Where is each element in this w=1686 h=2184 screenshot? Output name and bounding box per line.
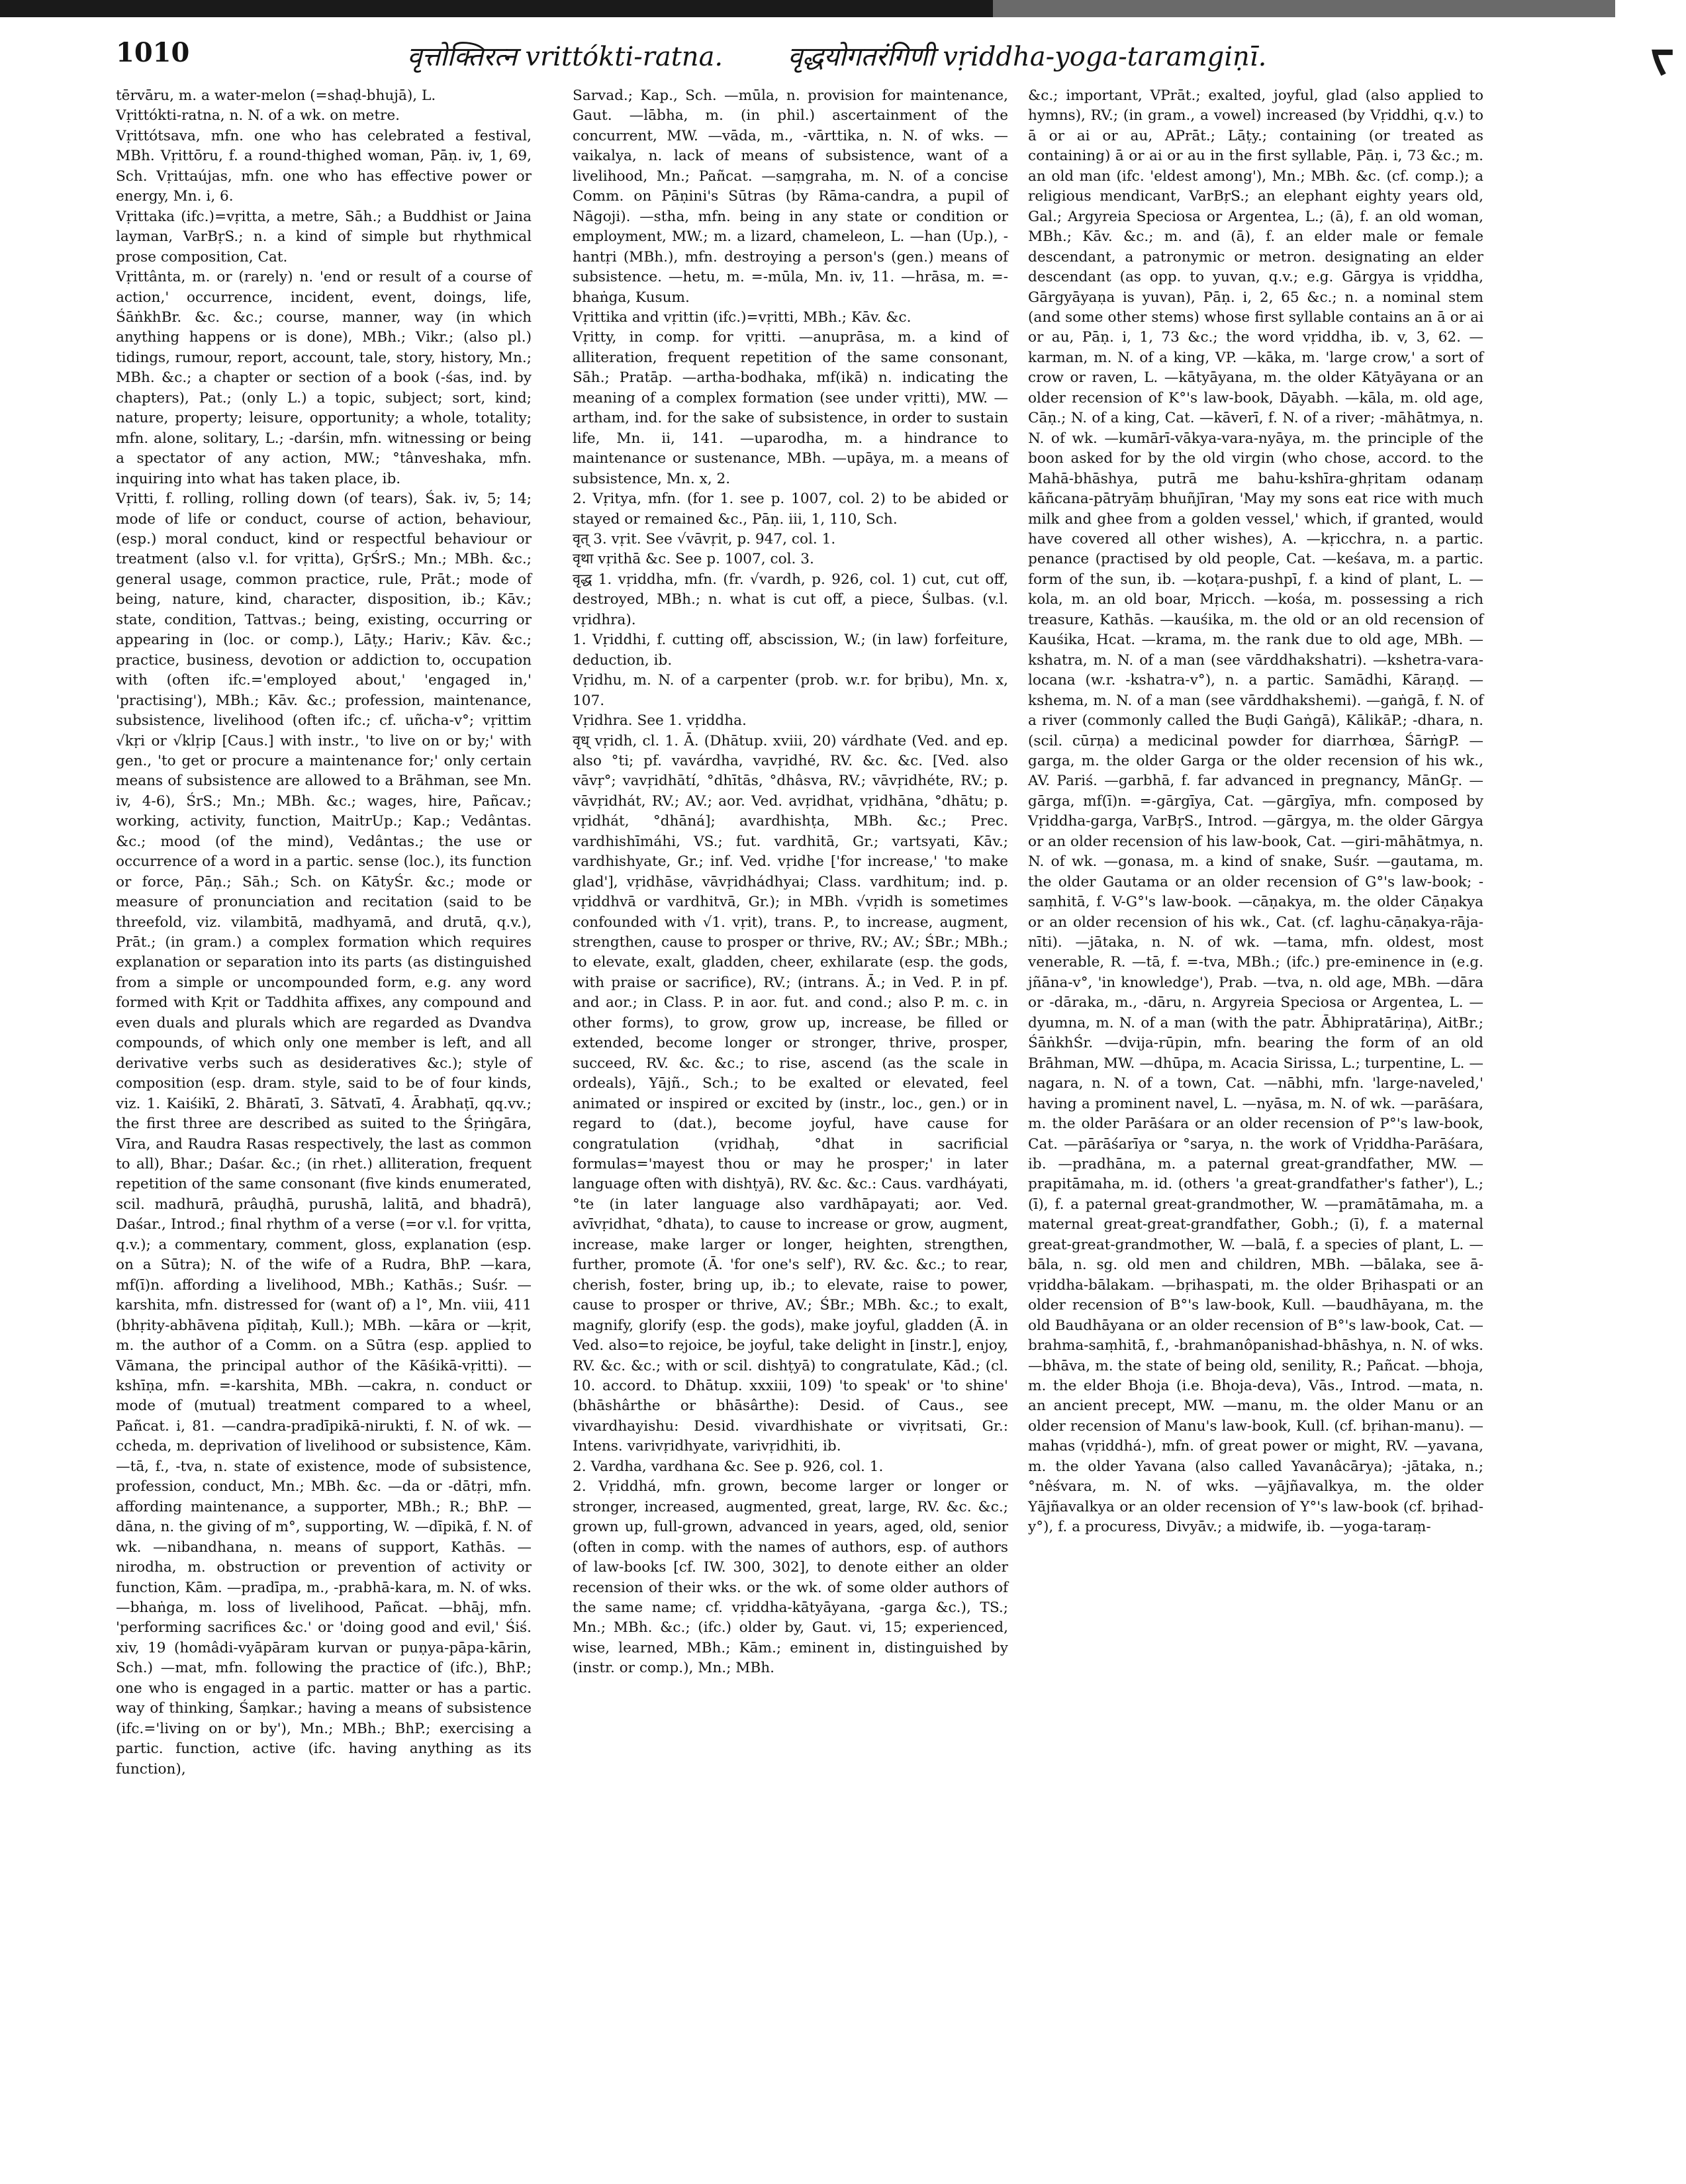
entry-paragraph: Vṛittika and vṛittin (ifc.)=vṛitti, MBh.; Kāv. &c. bbox=[573, 309, 912, 326]
entry-paragraph: Sarvad.; Kap., Sch. —mūla, n. provision for maintenance, Gaut. —lābha, m. (in phil.) ascertainment of the concurrent, MW. —vāda, m., -vārttika, n. N. of wks. —vaikalya, n. lack of means of subsistence, want of a livelihood, Mn.; Pañcat. —saṃgraha, m. N. of a concise Comm. on Pāṇini's Sūtras (by Rāma-candra, a pupil of Nāgoji). —stha, mfn. being in any state or condition or employment, MW.; m. a lizard, chameleon, L. —han (Up.), -hantṛi (MBh.), mfn. destroying a person's (gen.) means of subsistence. —hetu, m. =-mūla, Mn. iv, 11. —hrāsa, m. =-bhaṅga, Kusum. bbox=[573, 87, 1008, 306]
entry-paragraph: 1. Vṛiddhi, f. cutting off, abscission, W.; (in law) forfeiture, deduction, ib. bbox=[573, 632, 1008, 669]
entry-paragraph: Vṛittaka (ifc.)=vṛitta, a metre, Sāh.; a Buddhist or Jaina layman, VarBṛS.; n. a kind of simple but rhythmical prose composition, Cat. bbox=[116, 208, 532, 265]
headword-left: वृत्तोक्तिरत्न vrittókti-ratna. bbox=[407, 42, 724, 72]
entry-paragraph: Vṛitty, in comp. for vṛitti. —anuprāsa, m. a kind of alliteration, frequent repetition of the same consonant, Sāh.; Pratāp. —artha-bodhaka, mf(ikā) n. indicating the meaning of a complex formation (see under vṛitti), MW. —artham, ind. for the sake of subsistence, in order to sustain life, Mn. ii, 141. —uparodha, m. a hindrance to maintenance or sustenance, MBh. —upāya, m. a means of subsistence, Mn. x, 2. bbox=[573, 329, 1008, 487]
column-3 bbox=[1028, 86, 1483, 1538]
entry-paragraph: Vṛittânta, m. or (rarely) n. 'end or result of a course of action,' occurrence, incident, event, doings, life, ŚāṅkhBr. &c. &c.; course, manner, way (in which anything happens or is done), MBh.; Vikr.; (also pl.) tidings, rumour, report, account, tale, story, history, Mn.; MBh. &c.; a chapter or section of a book (-śas, ind. by chapters), Pat.; (only L.) a topic, subject; sort, kind; nature, property; leisure, opportunity; a whole, totality; mfn. alone, solitary, L.; -darśin, mfn. witnessing or being a spectator of any action, MW.; °tânveshaka, mfn. inquiring into what has taken place, ib. bbox=[116, 269, 532, 487]
entry-paragraph: Vṛidhu, m. N. of a carpenter (prob. w.r. for bṛibu), Mn. x, 107. bbox=[573, 672, 1008, 709]
entry-paragraph: वृध् vṛidh, cl. 1. Ā. (Dhātup. xviii, 20) várdhate (Ved. and ep. also °ti; pf. vavárdha, vavṛidhé, RV. &c. &c. [Ved. also vāvṛ°; vavṛidhātí, °dhītās, °dhâsva, RV.; vāvṛidhéte, RV.; p. vāvṛidhát, RV.; AV.; aor. Ved. avṛidhat, vṛidhāna, °dhātu; p. vṛidhát, °dhāná]; avardhishṭa, MBh. &c.; Prec. vardhishīmáhi, VS.; fut. vardhitā, Gr.; vartsyati, Kāv.; vardhishyate, Gr.; inf. Ved. vṛidhe ['for increase,' 'to make glad'], vṛidhāse, vāvṛidhádhyai; Class. vardhitum; ind. p. vṛiddhvā or vardhitvā, Gr.); in MBh. √vṛidh is sometimes confounded with √1. vṛit), trans. P., to increase, augment, strengthen, cause to prosper or thrive, RV.; AV.; ŚBr.; MBh.; to elevate, exalt, gladden, cheer, exhilarate (esp. the gods, with praise or sacrifice), RV.; (intrans. Ā.; in Ved. P. in pf. and aor.; in Class. P. in aor. fut. and cond.; also P. m. c. in other forms), to grow, grow up, increase, be filled or extended, become longer or stronger, thrive, prosper, succeed, RV. &c. &c.; to rise, ascend (as the scale in ordeals), Yājñ., Sch.; to be exalted or elevated, feel animated or inspired or excited by (instr., loc., gen.) or in regard to (dat.), become joyful, have cause for congratulation (vṛidhaḥ, °dhat in sacrificial formulas='mayest thou or may he prosper;' in later language often with dishṭyā), RV. &c. &c.: Caus. vardháyati, °te (in later language also vardhāpayati; aor. Ved. avīvṛidhat, °dhata), to cause to increase or grow, augment, increase, make larger or longer, heighten, strengthen, further, promote (Ā. 'for one's self'), RV. &c. &c.; to rear, cherish, foster, bring up, ib.; to elevate, raise to power, cause to prosper or thrive, AV.; ŚBr.; MBh. &c.; to exalt, magnify, glorify (esp. the gods), make joyful, gladden (Ā. in Ved. also=to rejoice, be joyful, take delight in [instr.], enjoy, RV. &c. &c.; with or scil. dishṭyā) to congratulate, Kād.; (cl. 10. accord. to Dhātup. xxxiii, 109) 'to speak' or 'to shine' (bhāshârthe or bhāsârthe): Desid. of Caus., see vivardhayishu: Desid. vivardhishate or vivṛitsati, Gr.: Intens. varivṛidhyate, varivṛidhiti, ib. bbox=[573, 732, 1008, 1455]
entry-paragraph: वृद्ध 1. vṛiddha, mfn. (fr. √vardh, p. 926, col. 1) cut, cut off, destroyed, MBh.; n. what is cut off, a piece, Śulbas. (v.l. vṛidhra). bbox=[573, 571, 1008, 628]
page-corner-mark-icon: ᡕ bbox=[1650, 27, 1674, 83]
entry-paragraph: Vṛidhra. See 1. vṛiddha. bbox=[573, 712, 747, 730]
entry-paragraph: &c.; important, VPrāt.; exalted, joyful, glad (also applied to hymns), RV.; (in gram., a vowel) increased (by Vṛiddhi, q.v.) to ā or ai or au, APrāt.; Lāṭy.; containing (or treated as containing) ā or ai or au in the first syllable, Pāṇ. i, 73 &c.; m. an old man (ifc. 'eldest among'), Mn.; MBh. &c. (cf. comp.); a religious mendicant, VarBṛS.; an elephant eighty years old, Gal.; Argyreia Speciosa or Argentea, L.; (ā), f. an old woman, MBh.; Kāv. &c.; m. and (ā), f. an elder male or female descendant, a patronymic or metron. designating an elder descendant (as opp. to yuvan, q.v.; e.g. Gārgya is vṛiddha, Gārgyāyaṇa is yuvan), Pāṇ. i, 2, 65 &c.; n. a nominal stem (and some other stems) whose first syllable contains an ā or ai or au, Pāṇ. i, 1, 73 &c.; the word vṛiddha, ib. v, 3, 62. —karman, m. N. of a king, VP. —kāka, m. 'large crow,' a sort of crow or raven, L. —kātyāyana, m. the older Kātyāyana or an older recension of K°'s law-book, Dāyabh. —kāla, m. old age, Cāṇ.; N. of a king, Cat. —kāverī, f. N. of a river; -māhātmya, n. N. of wk. —kumārī-vākya-vara-nyāya, m. the principle of the boon asked for by the old virgin (who chose, accord. to the Mahā-bhāshya, putrā me bahu-kshīra-ghṛitam odanaṃ kāñcana-pātryāṃ bhuñjīran, 'May my sons eat rice with much milk and ghee from a golden vessel,' which, if granted, would have covered all other wishes), A. —kṛicchra, n. a partic. penance (practised by old people, Cat. —keśava, m. a partic. form of the sun, ib. —koṭara-pushpī, f. a kind of plant, L. —kola, m. an old boar, Mṛicch. —kośa, m. possessing a rich treasure, Kathās. —kauśika, m. the old or an old recension of Kauśika, Hcat. —krama, m. the rank due to old age, MBh. —kshatra, m. N. of a man (see vārddhakshatri). —kshetra-vara-locana (w.r. -kshatra-v°), n. a partic. Samādhi, Kāraṇḍ. —kshema, m. N. of a man (see vārddhakshemi). —gaṅgā, f. N. of a river (commonly called the Buḍi Gaṅgā), KālikāP.; -dhara, n. (scil. cūrṇa) a medicinal powder for diarrhœa, ŚārṅgP. —garga, m. the older Garga or the older recension of his wk., AV. Pariś. —garbhā, f. far advanced in pregnancy, MānGṛ. —gārga, mf(ī)n. =-gārgīya, Cat. —gārgīya, mfn. composed by Vṛiddha-garga, VarBṛS., Introd. —gārgya, m. the older Gārgya or an older recension of his law-book, Cat. —giri-māhātmya, n. N. of wk. —gonasa, m. a kind of snake, Suśr. —gautama, m. the older Gautama or an older recension of G°'s law-book; -saṃhitā, f. V-G°'s law-book. —cāṇakya, m. the older Cāṇakya or an older recension of his wk., Cat. (cf. laghu-cāṇakya-rāja-nīti). —jātaka, n. N. of wk. —tama, mfn. oldest, most venerable, R. —tā, f. =-tva, MBh.; (ifc.) pre-eminence in (e.g. jñāna-v°, 'in knowledge'), Prab. —tva, n. old age, MBh. —dāra or -dāraka, m., -dāru, n. Argyreia Speciosa or Argentea, L. —dyumna, m. N. of a man (with the patr. Ābhipratāriṇa), AitBr.; ŚāṅkhŚr. —dvija-rūpin, mfn. bearing the form of an old Brāhman, MW. —dhūpa, m. Acacia Sirissa, L.; turpentine, L. —nagara, n. N. of a town, Cat. —nābhi, mfn. 'large-naveled,' having a prominent navel, L. —nyāsa, m. N. of wk. —parāśara, m. the older Parāśara or an older recension of P°'s law-book, Cat. —pārāśarīya or °sarya, n. the work of Vṛiddha-Parāśara, ib. —pradhāna, m. a paternal great-grandfather, MW. —prapitāmaha, m. id. (others 'a great-grandfather's father'), L.; (ī), f. a paternal great-grandmother, W. —pramātāmaha, m. a maternal great-great-grandfather, Gobh.; (ī), f. a maternal great-great-grandmother, W. —balā, f. a species of plant, L. —bāla, n. sg. old men and children, MBh. —bālaka, see ā-vṛiddha-bālakam. —bṛihaspati, m. the older Bṛihaspati or an older recension of B°'s law-book, Kull. —baudhāyana, m. the old Baudhāyana or an older recension of B°'s law-book, Cat. —brahma-saṃhitā, f., -brahmanôpanishad-bhāshya, n. N. of wks. —bhāva, m. the state of being old, senility, R.; Pañcat. —bhoja, m. the elder Bhoja (i.e. Bhoja-deva), Vās., Introd. —mata, n. an ancient precept, MW. —manu, m. the older Manu or an older recension of Manu's law-book, Kull. (cf. bṛihan-manu). —mahas (vṛiddhá-), mfn. of great power or might, RV. —yavana, m. the older Yavana (also called Yavanâcārya); -jātaka, n.; °nêśvara, m. N. of wks. —yājñavalkya, m. the older Yājñavalkya or an older recension of Y°'s law-book (cf. bṛihad-y°), f. a procuress, Divyāv.; a midwife, ib. —yoga-taraṃ- bbox=[1028, 87, 1483, 1536]
column-1 bbox=[116, 86, 532, 1780]
entry-paragraph: वृथा vṛithā &c. See p. 1007, col. 3. bbox=[573, 551, 814, 568]
entry-paragraph: 2. Vardha, vardhana &c. See p. 926, col. 1. bbox=[573, 1458, 884, 1475]
page-number: 1010 bbox=[116, 37, 190, 68]
entry-paragraph: Vṛittótsava, mfn. one who has celebrated a festival, MBh. Vṛittōru, f. a round-thighed woman, Pāṇ. iv, 1, 69, Sch. Vṛittaújas, mfn. one who has effective power or energy, Mn. i, 6. bbox=[116, 127, 532, 205]
entry-paragraph: 2. Vṛitya, mfn. (for 1. see p. 1007, col. 2) to be abided or stayed or remained &c., Pāṇ. iii, 1, 110, Sch. bbox=[573, 491, 1008, 528]
entry-paragraph: वृत् 3. vṛit. See √vāvṛit, p. 947, col. 1. bbox=[573, 530, 836, 547]
entry-paragraph: tērvāru, m. a water-melon (=shaḍ-bhujā), L. bbox=[116, 87, 436, 104]
scan-top-band-fade bbox=[993, 0, 1615, 17]
entry-paragraph: Vṛittókti-ratna, n. N. of a wk. on metre. bbox=[116, 107, 400, 124]
headword-right: वृद्धयोगतरंगिणी vṛiddha-yoga-taramgiṇī. bbox=[788, 42, 1267, 72]
entry-paragraph: Vṛitti, f. rolling, rolling down (of tears), Śak. iv, 5; 14; mode of life or conduct, course of action, behaviour, (esp.) moral conduct, kind or respectful behaviour or treatment (also v.l. for vṛitta), GṛŚrS.; Mn.; MBh. &c.; general usage, common practice, rule, Prāt.; mode of being, nature, kind, character, disposition, ib.; Kāv.; state, condition, Tattvas.; being, existing, occurring or appearing in (loc. or comp.), Lāṭy.; Hariv.; Kāv. &c.; practice, business, devotion or addiction to, occupation with (often ifc.='employed about,' 'engaged in,' 'practising'), MBh.; Kāv. &c.; profession, maintenance, subsistence, livelihood (often ifc.; cf. uñcha-v°; vṛittim √kṛi or √klṛip [Caus.] with instr., 'to live on or by;' with gen., 'to get or procure a maintenance for;' only certain means of subsistence are allowed to a Brāhman, see Mn. iv, 4-6), ŚrS.; Mn.; MBh. &c.; wages, hire, Pañcav.; working, activity, function, MaitrUp.; Kap.; Vedântas. &c.; mood (of the mind), Vedântas.; the use or occurrence of a word in a partic. sense (loc.), its function or force, Pāṇ.; Sāh.; Sch. on KātyŚr. &c.; mode or measure of pronunciation and recitation (said to be threefold, viz. vilambitā, madhyamā, and drutā, q.v.), Prāt.; (in gram.) a complex formation which requires explanation or separation into its parts (as distinguished from a simple or uncompounded form, e.g. any word formed with Kṛit or Taddhita affixes, any compound and even duals and plurals which are regarded as Dvandva compounds, of which only one member is left, and all derivative verbs such as desideratives &c.); style of composition (esp. dram. style, said to be of four kinds, viz. 1. Kaiśikī, 2. Bhāratī, 3. Sātvatī, 4. Ārabhaṭī, qq.vv.; the first three are described as suited to the Śṛiṅgāra, Vīra, and Raudra Rasas respectively, the last as common to all), Bhar.; Daśar. &c.; (in rhet.) alliteration, frequent repetition of the same consonant (five kinds enumerated, scil. madhurā, prâuḍhā, purushā, lalitā, and bhadrā), Daśar., Introd.; final rhythm of a verse (=or v.l. for vṛitta, q.v.); a commentary, comment, gloss, explanation (esp. on a Sūtra); N. of the wife of a Rudra, BhP. —kara, mf(ī)n. affording a livelihood, MBh.; Kathās.; Suśr. —karshita, mfn. distressed for (want of) a l°, Mn. viii, 411 (bhṛity-abhāvena pīḍitaḥ, Kull.); MBh. —kāra or —kṛit, m. the author of a Comm. on a Sūtra (esp. applied to Vāmana, the principal author of the Kāśikā-vṛitti). —kshīṇa, mfn. =-karshita, MBh. —cakra, n. conduct or mode of (mutual) treatment compared to a wheel, Pañcat. i, 81. —candra-pradīpikā-nirukti, f. N. of wk. —ccheda, m. deprivation of livelihood or subsistence, Kām. —tā, f., -tva, n. state of existence, mode of subsistence, profession, conduct, Mn.; MBh. &c. —da or -dātṛi, mfn. affording maintenance, a supporter, MBh.; R.; BhP. —dāna, n. the giving of m°, supporting, W. —dīpikā, f. N. of wk. —nibandhana, n. means of support, Kathās. —nirodha, m. obstruction or prevention of activity or function, Kām. —pradīpa, m., -prabhā-kara, m. N. of wks. —bhaṅga, m. loss of livelihood, Pañcat. —bhāj, mfn. 'performing sacrifices &c.' or 'doing good and evil,' Śiś. xiv, 19 (homâdi-vyāpāram kurvan or puṇya-pāpa-kārin, Sch.) —mat, mfn. following the practice of (ifc.), BhP.; one who is engaged in a partic. matter or has a partic. way of thinking, Śaṃkar.; having a means of subsistence (ifc.='living on or by'), Mn.; MBh.; BhP.; exercising a partic. function, active (ifc. having anything as its function), bbox=[116, 491, 532, 1778]
entry-paragraph: 2. Vṛiddhá, mfn. grown, become larger or longer or stronger, increased, augmented, great, large, RV. &c. &c.; grown up, full-grown, advanced in years, aged, old, senior (often in comp. with the names of authors, esp. of authors of law-books [cf. IW. 300, 302], to denote either an older recension of their wks. or the wk. of some older authors of the same name; cf. vṛiddha-kātyāyana, -garga &c.), TS.; Mn.; MBh. &c.; (ifc.) older by, Gaut. vi, 15; experienced, wise, learned, MBh.; Kām.; eminent in, distinguished by (instr. or comp.), Mn.; MBh. bbox=[573, 1478, 1008, 1677]
column-2 bbox=[573, 86, 1008, 1679]
page-header bbox=[116, 37, 1612, 81]
